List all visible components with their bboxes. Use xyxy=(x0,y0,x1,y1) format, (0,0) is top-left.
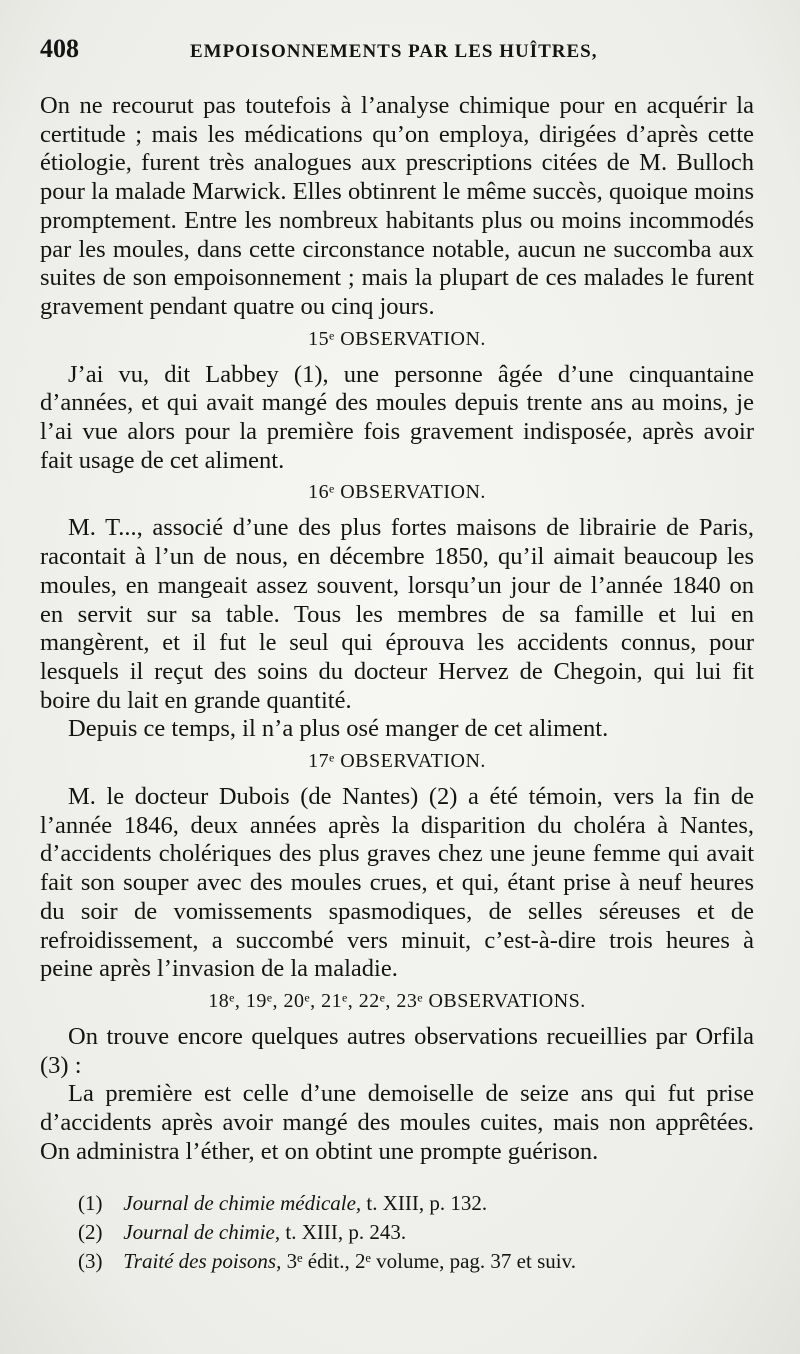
footnote xyxy=(78,1247,754,1276)
footnote-mark: (2) xyxy=(78,1219,103,1244)
footnote-reference: t. XIII, p. 243. xyxy=(285,1219,407,1244)
footnote-source-title: Traité des poisons, xyxy=(123,1248,282,1273)
footnote-reference: 3ᵉ édit., 2ᵉ volume, pag. 37 et suiv. xyxy=(286,1248,576,1273)
footnote xyxy=(78,1189,754,1218)
page-number: 408 xyxy=(40,34,79,63)
footnote-source-title: Journal de chimie médicale, xyxy=(123,1190,362,1215)
footnote-mark: (1) xyxy=(78,1190,103,1215)
running-header xyxy=(40,34,754,78)
observation-16-text: M. T..., associé d’une des plus fortes maisons de librairie de Paris, racontait à l’un de nous, en décembre 1850, qu’il aimait beaucoup les moules, en mangeait assez souvent, lorsqu’un jour de l’année 1840 on en servit sur sa table. Tous les membres de sa famille et lui en mangèrent, et il fut le seul qui éprouva les accidents connus, pour lesquels il reçut des soins du docteur Hervez de Chegoin, qui lui fit boire du lait en grande quantité. xyxy=(40,514,754,714)
observation-16-heading: 16ᵉ OBSERVATION. xyxy=(308,481,486,504)
observation-15-heading: 15ᵉ OBSERVATION. xyxy=(308,327,486,350)
intro-paragraph: On ne recourut pas toutefois à l’analyse chimique pour en acquérir la certitude ; mais les médications qu’on employa, dirigées d’après cette étiologie, furent très analogues aux prescriptions citées de M. Bulloch pour la malade Marwick. Elles obtinrent le même succès, quoique moins promptement. Entre les nombreux habitants plus ou moins incommodés par les moules, dans cette circonstance notable, aucun ne succomba aux suites de son empoisonnement ; mais la plupart de ces malades le furent gravement pendant quatre ou cinq jours. xyxy=(40,92,754,320)
observation-15-text: J’ai vu, dit Labbey (1), une personne âgée d’une cinquantaine d’années, et qui avait mangé des moules depuis trente ans au moins, je l’ai vue alors pour la première fois gravement indisposée, après avoir fait usage de cet aliment. xyxy=(40,360,754,474)
footnotes xyxy=(40,1189,754,1276)
running-title: EMPOISONNEMENTS PAR LES HUÎTRES, xyxy=(190,41,598,62)
observations-18-23-text-continued: La première est celle d’une demoiselle de seize ans qui fut prise d’accidents après avoir mangé des moules cuites, mais non apprêtées. On administra l’éther, et on obtint une prompte guérison. xyxy=(40,1080,754,1165)
observations-18-23-text: On trouve encore quelques autres observations recueillies par Orfila (3) : xyxy=(40,1022,754,1079)
footnote-source-title: Journal de chimie, xyxy=(123,1219,281,1244)
footnote xyxy=(78,1218,754,1247)
observation-16-text-continued: Depuis ce temps, il n’a plus osé manger de cet aliment. xyxy=(68,715,609,743)
observations-18-23-heading: 18ᵉ, 19ᵉ, 20ᵉ, 21ᵉ, 22ᵉ, 23ᵉ OBSERVATIONS. xyxy=(208,989,586,1012)
footnote-reference: t. XIII, p. 132. xyxy=(366,1190,488,1215)
observation-17-heading: 17ᵉ OBSERVATION. xyxy=(308,750,486,773)
footnote-mark: (3) xyxy=(78,1248,103,1273)
observation-17-text: M. le docteur Dubois (de Nantes) (2) a été témoin, vers la fin de l’année 1846, deux années après la disparition du choléra à Nantes, d’accidents cholériques des plus graves chez une jeune femme qui avait fait son souper avec des moules crues, et qui, étant prise à neuf heures du soir de vomissements spasmodiques, de selles séreuses et de refroidissement, a succombé vers minuit, c’est-à-dire trois heures à peine après l’invasion de la maladie. xyxy=(40,783,754,983)
